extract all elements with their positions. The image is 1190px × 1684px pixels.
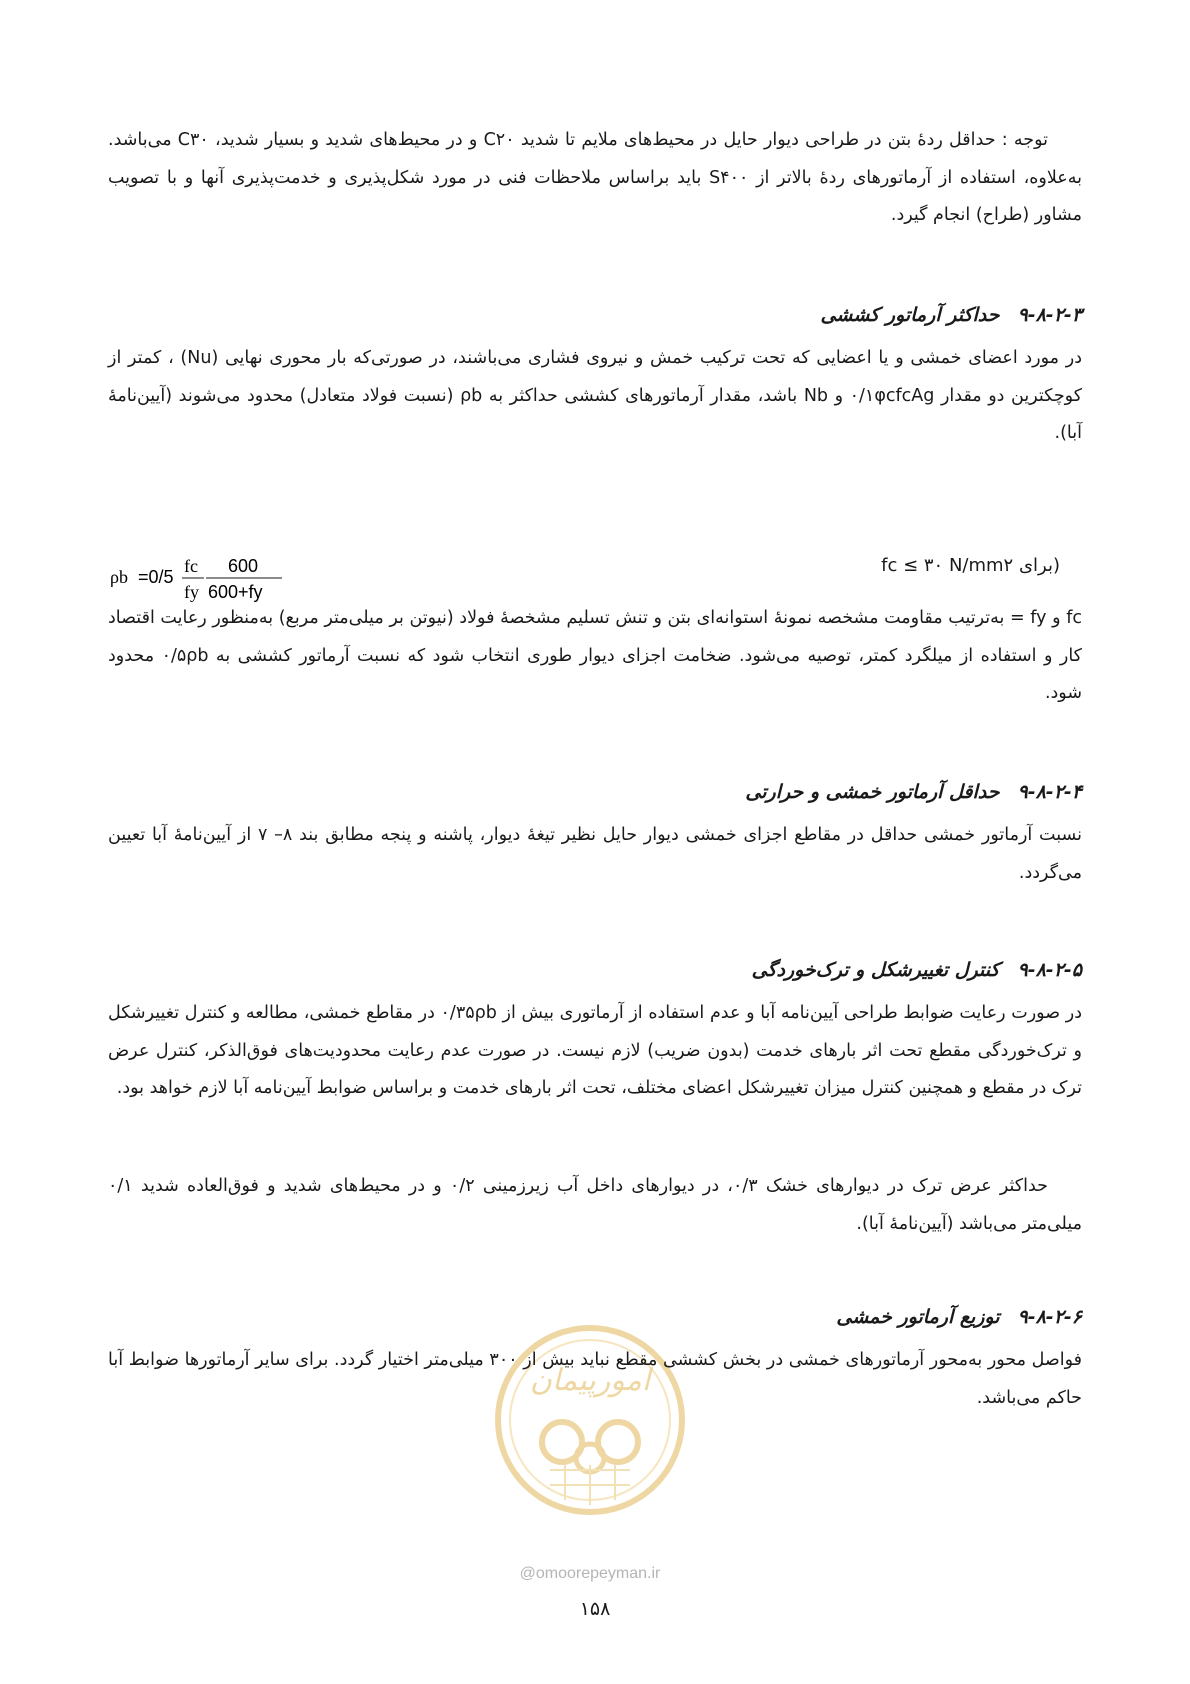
formula-svg	[110, 548, 300, 606]
formula-den1: fy	[184, 582, 199, 602]
note-paragraph: توجه : حداقل ردهٔ بتن در طراحی دیوار حایل در محیط‌های ملایم تا شدید C۲۰ و در محیط‌های شدید و بسیار شدید، C۳۰ می‌باشد. به‌علاوه، استفاده از آرماتورهای ردهٔ بالاتر از S۴۰۰ باید براساس ملاحظات فنی در مورد شکل‌پذیری و خدمت‌پذیری آنها و با تصویب مشاور (طراح) انجام گیرد.	[108, 130, 1082, 225]
section-5-paragraph-2: حداکثر عرض ترک در دیوارهای خشک ۰/۳، در دیوارهای داخل آب زیرزمینی ۰/۲ و در محیط‌های شدید و فوق‌العاده شدید ۰/۱ میلی‌متر می‌باشد (آیین‌نامهٔ آبا).	[108, 1176, 1082, 1234]
section-6-paragraph-1: فواصل محور به‌محور آرماتورهای خمشی در بخش کششی مقطع نباید بیش از ۳۰۰ میلی‌متر اختیار گردد. برای سایر آرماتورها ضوابط آبا حاکم می‌باشد.	[108, 1350, 1082, 1408]
section-title: توزیع آرماتور خمشی	[836, 1306, 1000, 1328]
formula-coef: =0/5	[138, 567, 174, 587]
formula-lhs: ρb	[110, 567, 128, 587]
section-5-paragraph-1: در صورت رعایت ضوابط طراحی آیین‌نامه آبا و عدم استفاده از آرماتوری بیش از ۰/۳۵ρb در مقاطع خمشی، مطالعه و کنترل تغییرشکل و ترک‌خوردگی مقطع تحت اثر بارهای خدمت (بدون ضریب) لازم نیست. در صورت عدم رعایت محدودیت‌های فوق‌الذکر، کنترل عرض ترک در مقطع و همچنین کنترل میزان تغییرشکل اعضای مختلف، تحت اثر بارهای خدمت و براساس ضوابط آیین‌نامه آبا لازم خواهد بود.	[108, 1003, 1082, 1098]
section-number: ۹-۸-۲-۶	[1017, 1306, 1082, 1328]
formula-den2: 600+fy	[208, 582, 263, 602]
formula-condition: (برای fc ≤ ۳۰ N/mm۲	[881, 555, 1060, 576]
section-number: ۹-۸-۲-۳	[1017, 304, 1082, 326]
section-title: کنترل تغییرشکل و ترک‌خوردگی	[751, 959, 1000, 981]
formula-num1: fc	[184, 556, 198, 576]
formula-num2: 600	[228, 556, 259, 576]
section-number: ۹-۸-۲-۴	[1017, 781, 1082, 803]
grid-icon	[550, 1465, 630, 1505]
section-number: ۹-۸-۲-۵	[1017, 959, 1082, 981]
gear-icon	[542, 1422, 638, 1472]
section-3-paragraph-1: در مورد اعضای خمشی و یا اعضایی که تحت ترکیب خمش و نیروی فشاری می‌باشند، در صورتی‌که بار محوری نهایی (Nu) ، کمتر از کوچکترین دو مقدار ۰/۱φcfcAg و Nb باشد، مقدار آرماتورهای کششی حداکثر به ρb (نسبت فولاد متعادل) محدود می‌شوند (آیین‌نامهٔ آبا).	[108, 348, 1083, 443]
rho-b-formula	[110, 548, 300, 606]
section-heading-4	[108, 777, 1082, 807]
page-number: ۱۵۸	[579, 1598, 611, 1620]
section-heading-3	[108, 300, 1082, 330]
section-3-paragraph-2: fc و fy = به‌ترتیب مقاومت مشخصه نمونهٔ استوانه‌ای بتن و تنش تسلیم مشخصهٔ فولاد (نیوتن بر میلی‌متر مربع) به‌منظور رعایت اقتصاد کار و استفاده از میلگرد کمتر، توصیه می‌شود. ضخامت اجزای دیوار طوری انتخاب شود که نسبت آرماتور کششی به ۰/۵ρb محدود شود.	[108, 608, 1082, 703]
section-heading-5	[108, 955, 1082, 985]
section-title: حداقل آرماتور خمشی و حرارتی	[745, 781, 1000, 803]
section-heading-6	[108, 1302, 1082, 1332]
watermark-logo-text: امورپیمان	[529, 1363, 651, 1398]
watermark-url: @omoorepeyman.ir	[519, 1565, 661, 1582]
section-title: حداکثر آرماتور کششی	[820, 304, 1000, 326]
section-4-paragraph-1: نسبت آرماتور خمشی حداقل در مقاطع اجزای خمشی دیوار حایل نظیر تیغهٔ دیوار، پاشنه و پنجه مطابق بند ۸– ۷ از آیین‌نامهٔ آبا تعیین می‌گردد.	[108, 825, 1082, 883]
